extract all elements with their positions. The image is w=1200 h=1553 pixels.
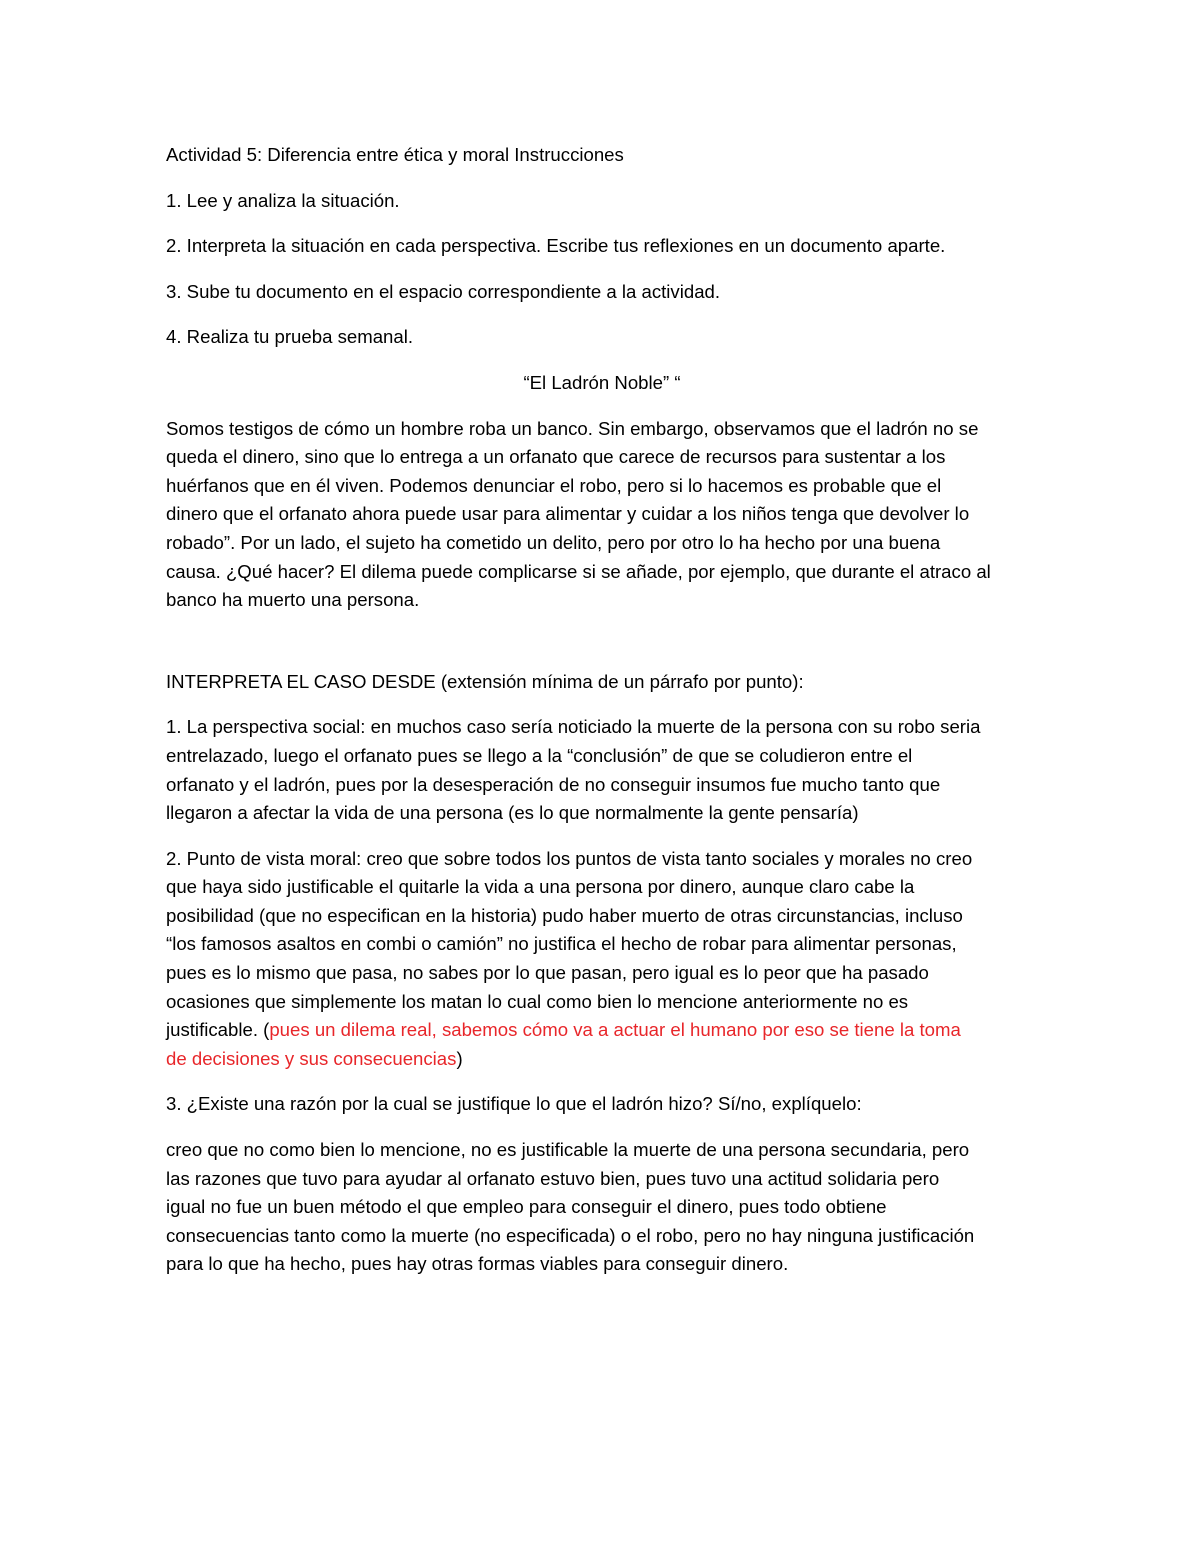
story-paragraph xyxy=(166,415,1038,615)
story-title: “El Ladrón Noble” “ xyxy=(523,371,681,393)
point-1-line: entrelazado, luego el orfanato pues se llego a la “conclusión” de que se coludieron entre el xyxy=(166,744,913,766)
story-line: banco ha muerto una persona. xyxy=(166,589,420,611)
point-2-line xyxy=(166,1016,1038,1045)
step-1: 1. Lee y analiza la situación. xyxy=(166,189,400,211)
step-2: 2. Interpreta la situación en cada perspectiva. Escribe tus reflexiones en un documento aparte. xyxy=(166,235,946,257)
document-body xyxy=(166,141,1038,1296)
point-3-line: consecuencias tanto como la muerte (no especificada) o el robo, pero no hay ninguna justificación xyxy=(166,1224,975,1246)
story-line: causa. ¿Qué hacer? El dilema puede complicarse si se añade, por ejemplo, que durante el atraco al xyxy=(166,560,991,582)
point-2-line: posibilidad (que no especifican en la historia) pudo haber muerto de otras circunstancias, incluso xyxy=(166,904,963,926)
point-1-paragraph xyxy=(166,713,1038,827)
activity-header: Actividad 5: Diferencia entre ética y moral Instrucciones xyxy=(166,144,624,165)
point-3-paragraph xyxy=(166,1136,1038,1279)
point-2-line: que haya sido justificable el quitarle la vida a una persona por dinero, aunque claro cabe la xyxy=(166,876,915,898)
point-1-line: orfanato y el ladrón, pues por la desesperación de no conseguir insumos fue mucho tanto que xyxy=(166,773,941,795)
point-2-text-black: justificable. ( xyxy=(166,1019,270,1041)
story-line: robado”. Por un lado, el sujeto ha cometido un delito, pero por otro lo ha hecho por una buena xyxy=(166,531,941,553)
point-2-text-black: ) xyxy=(456,1047,463,1069)
point-1-line: llegaron a afectar la vida de una persona (es lo que normalmente la gente pensaría) xyxy=(166,802,859,824)
point-3-question: 3. ¿Existe una razón por la cual se justifique lo que el ladrón hizo? Sí/no, explíquelo: xyxy=(166,1093,862,1115)
story-line: queda el dinero, sino que lo entrega a un orfanato que carece de recursos para sustentar a los xyxy=(166,446,946,468)
point-3-line: creo que no como bien lo mencione, no es justificable la muerte de una persona secundaria, pero xyxy=(166,1139,970,1161)
story-line: huérfanos que en él viven. Podemos denunciar el robo, pero si lo hacemos es probable que el xyxy=(166,474,942,496)
point-1-line: 1. La perspectiva social: en muchos caso sería noticiado la muerte de la persona con su robo seria xyxy=(166,716,981,738)
step-4: 4. Realiza tu prueba semanal. xyxy=(166,326,414,348)
point-3-line: las razones que tuvo para ayudar al orfanato estuvo bien, pues tuvo una actitud solidaria pero xyxy=(166,1167,940,1189)
point-2-line xyxy=(166,1045,1038,1074)
point-2-line: 2. Punto de vista moral: creo que sobre todos los puntos de vista tanto sociales y morales no creo xyxy=(166,847,973,869)
step-3: 3. Sube tu documento en el espacio correspondiente a la actividad. xyxy=(166,280,721,302)
point-2-text-red: pues un dilema real, sabemos cómo va a actuar el humano por eso se tiene la toma xyxy=(269,1019,961,1041)
point-3-line: igual no fue un buen método el que empleo para conseguir el dinero, pues todo obtiene xyxy=(166,1196,887,1218)
interpret-header: INTERPRETA EL CASO DESDE (extensión mínima de un párrafo por punto): xyxy=(166,670,804,692)
story-line: Somos testigos de cómo un hombre roba un banco. Sin embargo, observamos que el ladrón no se xyxy=(166,417,979,439)
blank-line xyxy=(166,632,1038,668)
point-2-line: pues es lo mismo que pasa, no sabes por lo que pasan, pero igual es lo peor que ha pasado xyxy=(166,962,929,984)
point-2-line: “los famosos asaltos en combi o camión” no justifica el hecho de robar para alimentar personas, xyxy=(166,933,957,955)
point-2-text-red: de decisiones y sus consecuencias xyxy=(166,1047,457,1069)
point-2-line: ocasiones que simplemente los matan lo cual como bien lo mencione anteriormente no es xyxy=(166,990,909,1012)
point-2-paragraph xyxy=(166,845,1038,1074)
point-3-line: para lo que ha hecho, pues hay otras formas viables para conseguir dinero. xyxy=(166,1253,789,1275)
story-line: dinero que el orfanato ahora puede usar para alimentar y cuidar a los niños tenga que devolver lo xyxy=(166,503,970,525)
